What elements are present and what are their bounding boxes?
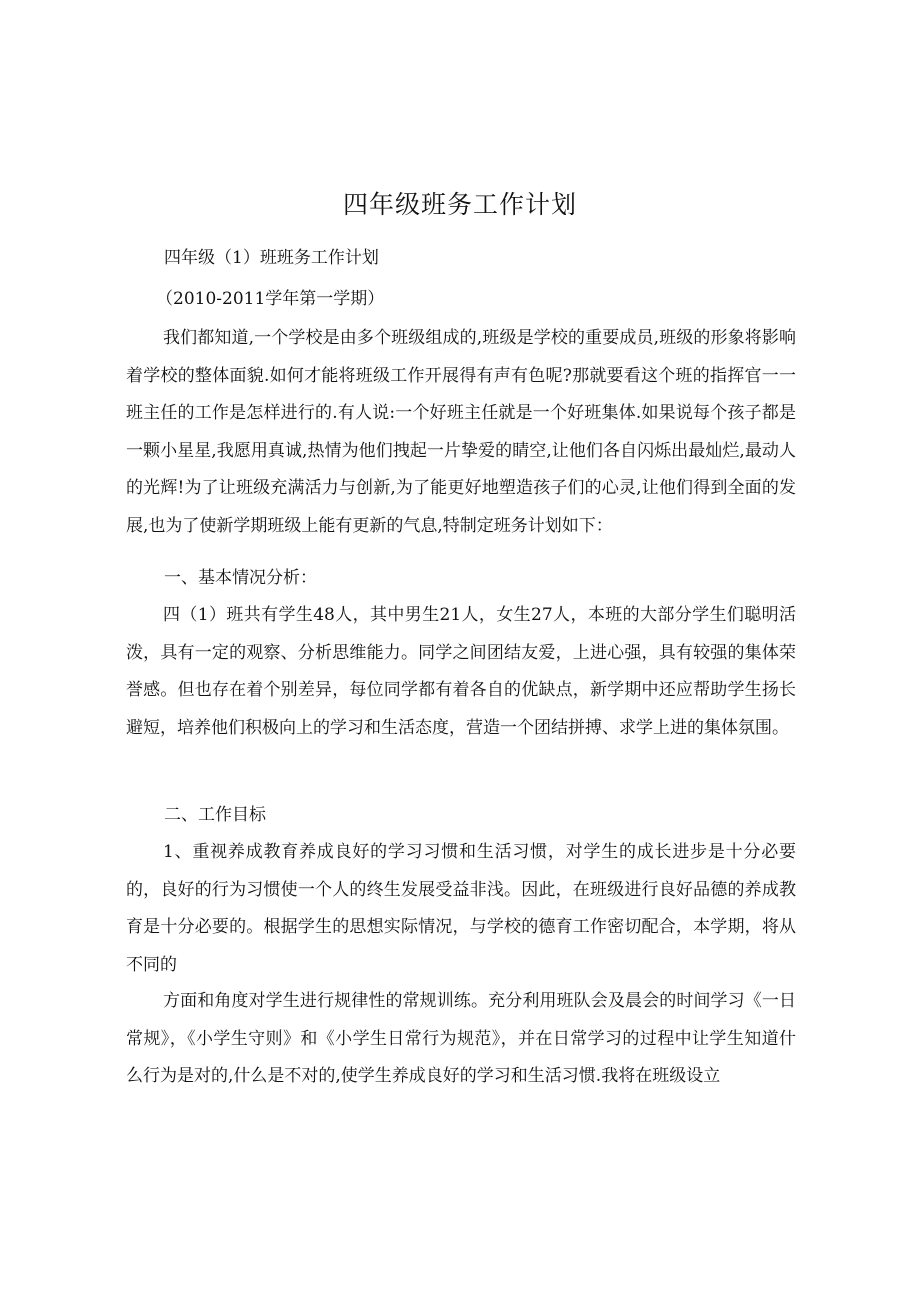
goal-1-paragraph: 1、重视养成教育养成良好的学习习惯和生活习惯，对学生的成长进步是十分必要的，良好的行为习惯使一个人的终生发展受益非浅。因此，在班级进行良好品德的养成教育是十分必要的。根据学生的思想实际情况，与学校的德育工作密切配合，本学期，将从不同的 (126, 842, 796, 975)
goal-1-continued-paragraph: 方面和角度对学生进行规律性的常规训练。充分利用班队会及晨会的时间学习《一日常规》，《小学生守则》和《小学生日常行为规范》，并在日常学习的过程中让学生知道什么行为是对的,什么是不对的,使学生养成良好的学习和生活习惯.我将在班级设立 (126, 991, 796, 1086)
document-title: 四年级班务工作计划 (342, 190, 577, 219)
intro-paragraph: 我们都知道,一个学校是由多个班级组成的,班级是学校的重要成员,班级的形象将影响着学校的整体面貌.如何才能将班级工作开展得有声有色呢?那就要看这个班的指挥官一一班主任的工作是怎样进行的.有人说:一个好班主任就是一个好班集体.如果说每个孩子都是一颗小星星,我愿用真诚,热情为他们拽起一片挚爱的睛空,让他们各自闪烁出最灿烂,最动人的光辉!为了让班级充满活力与创新,为了能更好地塑造孩子们的心灵,让他们得到全面的发展,也为了使新学期班级上能有更新的气息,特制定班务计划如下： (126, 328, 796, 536)
section-heading-situation: 一、基本情况分析： (164, 568, 317, 588)
section-heading-goals: 二、工作目标 (164, 805, 266, 825)
class-plan-subtitle: 四年级（1）班班务工作计划 (164, 248, 379, 268)
term-label: （2010-2011学年第一学期） (156, 289, 385, 309)
situation-paragraph: 四（1）班共有学生48人，其中男生21人，女生27人，本班的大部分学生们聪明活泼，具有一定的观察、分析思维能力。同学之间团结友爱，上进心强，具有较强的集体荣誉感。但也存在着个别差异，每位同学都有着各自的优缺点，新学期中还应帮助学生扬长避短，培养他们积极向上的学习和生活态度，营造一个团结拼搏、求学上进的集体氛围。 (126, 605, 796, 738)
